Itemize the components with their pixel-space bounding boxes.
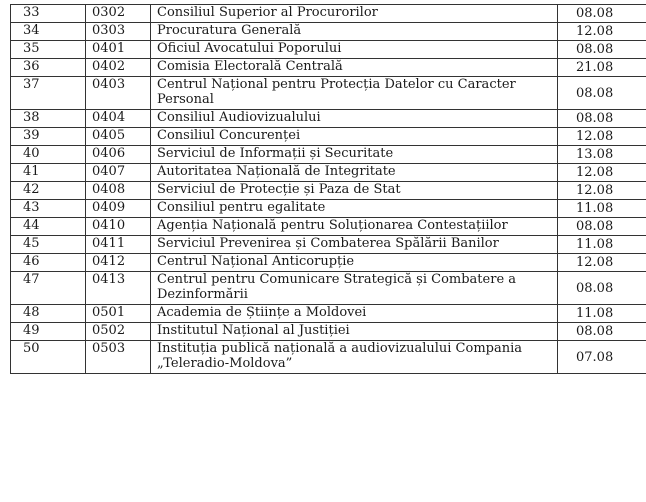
- row-institution-cell: Serviciul de Informații și Securitate: [151, 146, 558, 164]
- row-number-cell: 47: [11, 272, 86, 305]
- row-number-cell: 42: [11, 182, 86, 200]
- table-row: [11, 59, 646, 77]
- row-date-cell: 08.08: [558, 5, 646, 23]
- table-row: [11, 5, 646, 23]
- table-row: [11, 341, 646, 374]
- row-date-cell: 11.08: [558, 236, 646, 254]
- table-row: [11, 23, 646, 41]
- row-date-cell: 08.08: [558, 272, 646, 305]
- row-number-cell: 44: [11, 218, 86, 236]
- row-code-cell: 0408: [86, 182, 151, 200]
- row-number-cell: 34: [11, 23, 86, 41]
- row-code-cell: 0401: [86, 41, 151, 59]
- row-code-cell: 0502: [86, 323, 151, 341]
- row-date-cell: 12.08: [558, 23, 646, 41]
- row-institution-cell: Procuratura Generală: [151, 23, 558, 41]
- row-date-cell: 13.08: [558, 146, 646, 164]
- row-number-cell: 38: [11, 110, 86, 128]
- table-row: [11, 77, 646, 110]
- table-row: [11, 128, 646, 146]
- row-number-cell: 36: [11, 59, 86, 77]
- row-number-cell: 41: [11, 164, 86, 182]
- row-date-cell: 08.08: [558, 77, 646, 110]
- table-row: [11, 200, 646, 218]
- row-number-cell: 45: [11, 236, 86, 254]
- row-institution-cell: Instituția publică națională a audiovizualului Compania „Teleradio-Moldova”: [151, 341, 558, 374]
- table-row: [11, 323, 646, 341]
- table-row: [11, 41, 646, 59]
- row-institution-cell: Oficiul Avocatului Poporului: [151, 41, 558, 59]
- row-number-cell: 50: [11, 341, 86, 374]
- row-number-cell: 40: [11, 146, 86, 164]
- row-date-cell: 08.08: [558, 323, 646, 341]
- row-institution-cell: Autoritatea Națională de Integritate: [151, 164, 558, 182]
- table-row: [11, 218, 646, 236]
- institutions-table: [10, 4, 646, 374]
- row-institution-cell: Academia de Științe a Moldovei: [151, 305, 558, 323]
- row-institution-cell: Agenția Națională pentru Soluționarea Contestațiilor: [151, 218, 558, 236]
- row-institution-cell: Serviciul de Protecție și Paza de Stat: [151, 182, 558, 200]
- row-institution-cell: Consiliul Audiovizualului: [151, 110, 558, 128]
- row-date-cell: 21.08: [558, 59, 646, 77]
- row-code-cell: 0501: [86, 305, 151, 323]
- row-code-cell: 0503: [86, 341, 151, 374]
- row-number-cell: 33: [11, 5, 86, 23]
- row-code-cell: 0403: [86, 77, 151, 110]
- row-code-cell: 0406: [86, 146, 151, 164]
- row-institution-cell: Consiliul pentru egalitate: [151, 200, 558, 218]
- row-date-cell: 11.08: [558, 200, 646, 218]
- row-date-cell: 08.08: [558, 218, 646, 236]
- row-date-cell: 12.08: [558, 128, 646, 146]
- row-number-cell: 49: [11, 323, 86, 341]
- row-code-cell: 0405: [86, 128, 151, 146]
- row-code-cell: 0402: [86, 59, 151, 77]
- table-row: [11, 110, 646, 128]
- row-number-cell: 43: [11, 200, 86, 218]
- table-row: [11, 272, 646, 305]
- row-code-cell: 0302: [86, 5, 151, 23]
- table-row: [11, 236, 646, 254]
- row-number-cell: 35: [11, 41, 86, 59]
- row-number-cell: 46: [11, 254, 86, 272]
- row-number-cell: 48: [11, 305, 86, 323]
- row-institution-cell: Consiliul Superior al Procurorilor: [151, 5, 558, 23]
- row-code-cell: 0303: [86, 23, 151, 41]
- row-date-cell: 12.08: [558, 182, 646, 200]
- row-code-cell: 0407: [86, 164, 151, 182]
- table-body: [11, 5, 646, 374]
- row-date-cell: 08.08: [558, 110, 646, 128]
- row-code-cell: 0412: [86, 254, 151, 272]
- table-row: [11, 164, 646, 182]
- row-code-cell: 0409: [86, 200, 151, 218]
- row-date-cell: 11.08: [558, 305, 646, 323]
- table-row: [11, 182, 646, 200]
- row-institution-cell: Comisia Electorală Centrală: [151, 59, 558, 77]
- row-code-cell: 0411: [86, 236, 151, 254]
- row-date-cell: 08.08: [558, 41, 646, 59]
- row-date-cell: 12.08: [558, 164, 646, 182]
- table-row: [11, 305, 646, 323]
- row-date-cell: 12.08: [558, 254, 646, 272]
- row-code-cell: 0404: [86, 110, 151, 128]
- row-code-cell: 0413: [86, 272, 151, 305]
- row-institution-cell: Consiliul Concurenței: [151, 128, 558, 146]
- row-number-cell: 39: [11, 128, 86, 146]
- table-row: [11, 146, 646, 164]
- row-number-cell: 37: [11, 77, 86, 110]
- row-institution-cell: Centrul Național Anticorupție: [151, 254, 558, 272]
- row-institution-cell: Centrul pentru Comunicare Strategică și Combatere a Dezinformării: [151, 272, 558, 305]
- row-code-cell: 0410: [86, 218, 151, 236]
- row-institution-cell: Institutul Național al Justiției: [151, 323, 558, 341]
- row-date-cell: 07.08: [558, 341, 646, 374]
- row-institution-cell: Serviciul Prevenirea și Combaterea Spălării Banilor: [151, 236, 558, 254]
- row-institution-cell: Centrul Național pentru Protecția Datelor cu Caracter Personal: [151, 77, 558, 110]
- table-row: [11, 254, 646, 272]
